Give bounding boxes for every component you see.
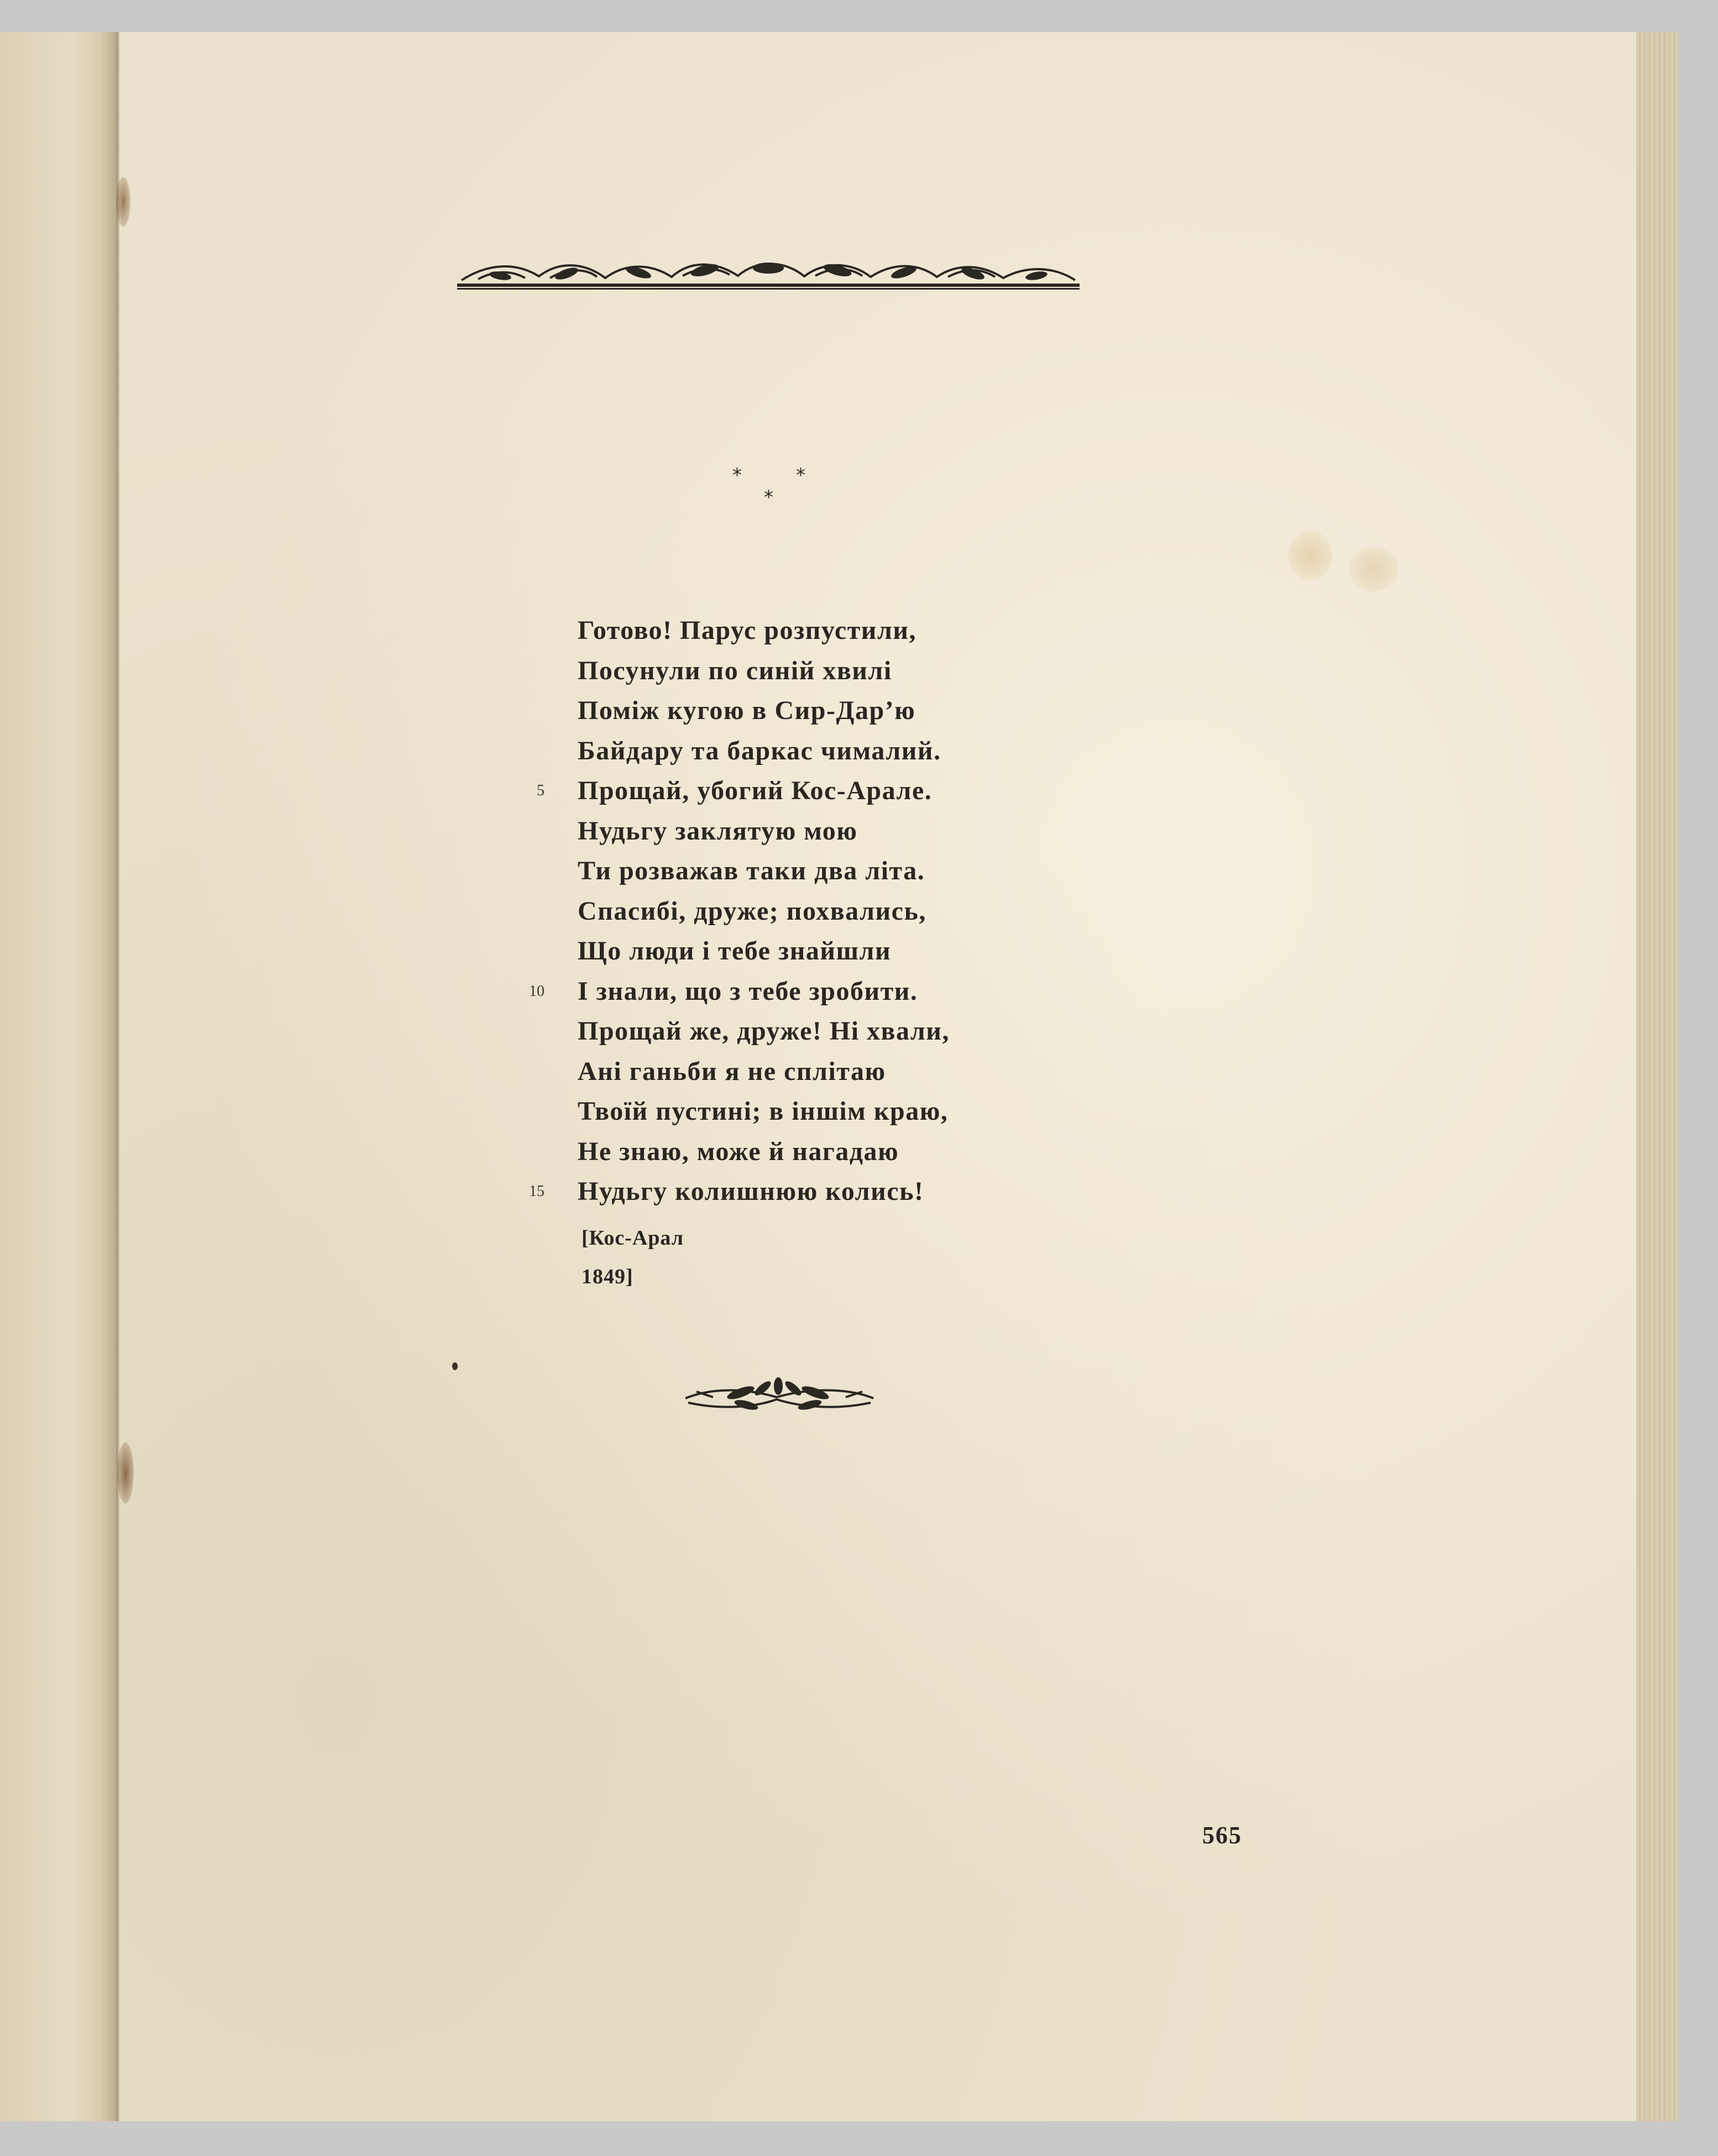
poem-line-text: Твоїй пустині; в іншім краю,: [578, 1097, 949, 1126]
asterism-star: *: [796, 464, 805, 486]
poem-line-text: Спасибі, друже; похвались,: [578, 896, 926, 926]
poem-line-text: Нудьгу заклятую мою: [578, 816, 858, 846]
dating-year: 1849]: [582, 1265, 633, 1288]
paper-stain: [452, 1362, 458, 1370]
poem-line: [578, 1132, 1075, 1172]
poem-line-text: Байдару та баркас чималий.: [578, 736, 941, 765]
poem-line-text: Ти розважав таки два літа.: [578, 856, 925, 885]
asterism-star: *: [764, 486, 773, 508]
headpiece-ornament: [456, 251, 1081, 293]
poem-line-text: Що люди і тебе знайшли: [578, 936, 892, 966]
facing-page-edge: [0, 32, 117, 2121]
poem-line-text: Прощай же, друже! Ні хвали,: [578, 1016, 950, 1046]
poem-line-text: Прощай, убогий Кос-Арале.: [578, 776, 933, 805]
poem-line-text: Не знаю, може й нагадаю: [578, 1136, 899, 1166]
asterism-divider: [724, 464, 818, 520]
poem-line: [578, 731, 1075, 772]
paper-stain: [1349, 547, 1399, 591]
poem-body: [529, 611, 1075, 1212]
poem-line: [578, 1052, 1075, 1092]
poem-line-text: Ані ганьби я не сплітаю: [578, 1056, 886, 1086]
poem-line-text: Нудьгу колишнюю колись!: [578, 1177, 924, 1206]
poem-line-text: І знали, що з тебе зробити.: [578, 976, 918, 1006]
page-stack-edge: [1636, 32, 1678, 2121]
paper-stain: [117, 1442, 134, 1503]
poem-line: [578, 811, 1075, 852]
poem-line-text: Готово! Парус розпустили,: [578, 616, 917, 645]
poem-line-text: Поміж кугою в Сир-Дар’ю: [578, 696, 916, 725]
line-number: 15: [529, 1183, 544, 1200]
scan-border: [1678, 32, 1718, 2121]
poem-line: [529, 972, 1075, 1012]
poem-line: [578, 931, 1075, 972]
poem-line: [578, 611, 1075, 651]
book-gutter: [116, 32, 119, 2121]
paper-stain: [116, 177, 130, 227]
poem-line: [529, 1172, 1075, 1212]
poem-line: [578, 891, 1075, 932]
poem-line: [578, 851, 1075, 891]
poem-line: [578, 691, 1075, 731]
line-number: 5: [537, 782, 544, 799]
poem-line: [578, 1092, 1075, 1132]
page-number: 565: [1202, 1822, 1242, 1849]
tailpiece-ornament: [680, 1376, 879, 1415]
paper-stain: [1288, 531, 1332, 580]
poem-dating: [582, 1219, 684, 1296]
dating-place: [Кос-Арал: [582, 1226, 684, 1250]
poem-line-text: Посунули по синій хвилі: [578, 655, 892, 685]
poem-line: [578, 1011, 1075, 1052]
asterism-star: *: [732, 464, 742, 486]
line-number: 10: [529, 982, 544, 1000]
poem-line: [537, 771, 1075, 811]
poem-line: [578, 651, 1075, 691]
